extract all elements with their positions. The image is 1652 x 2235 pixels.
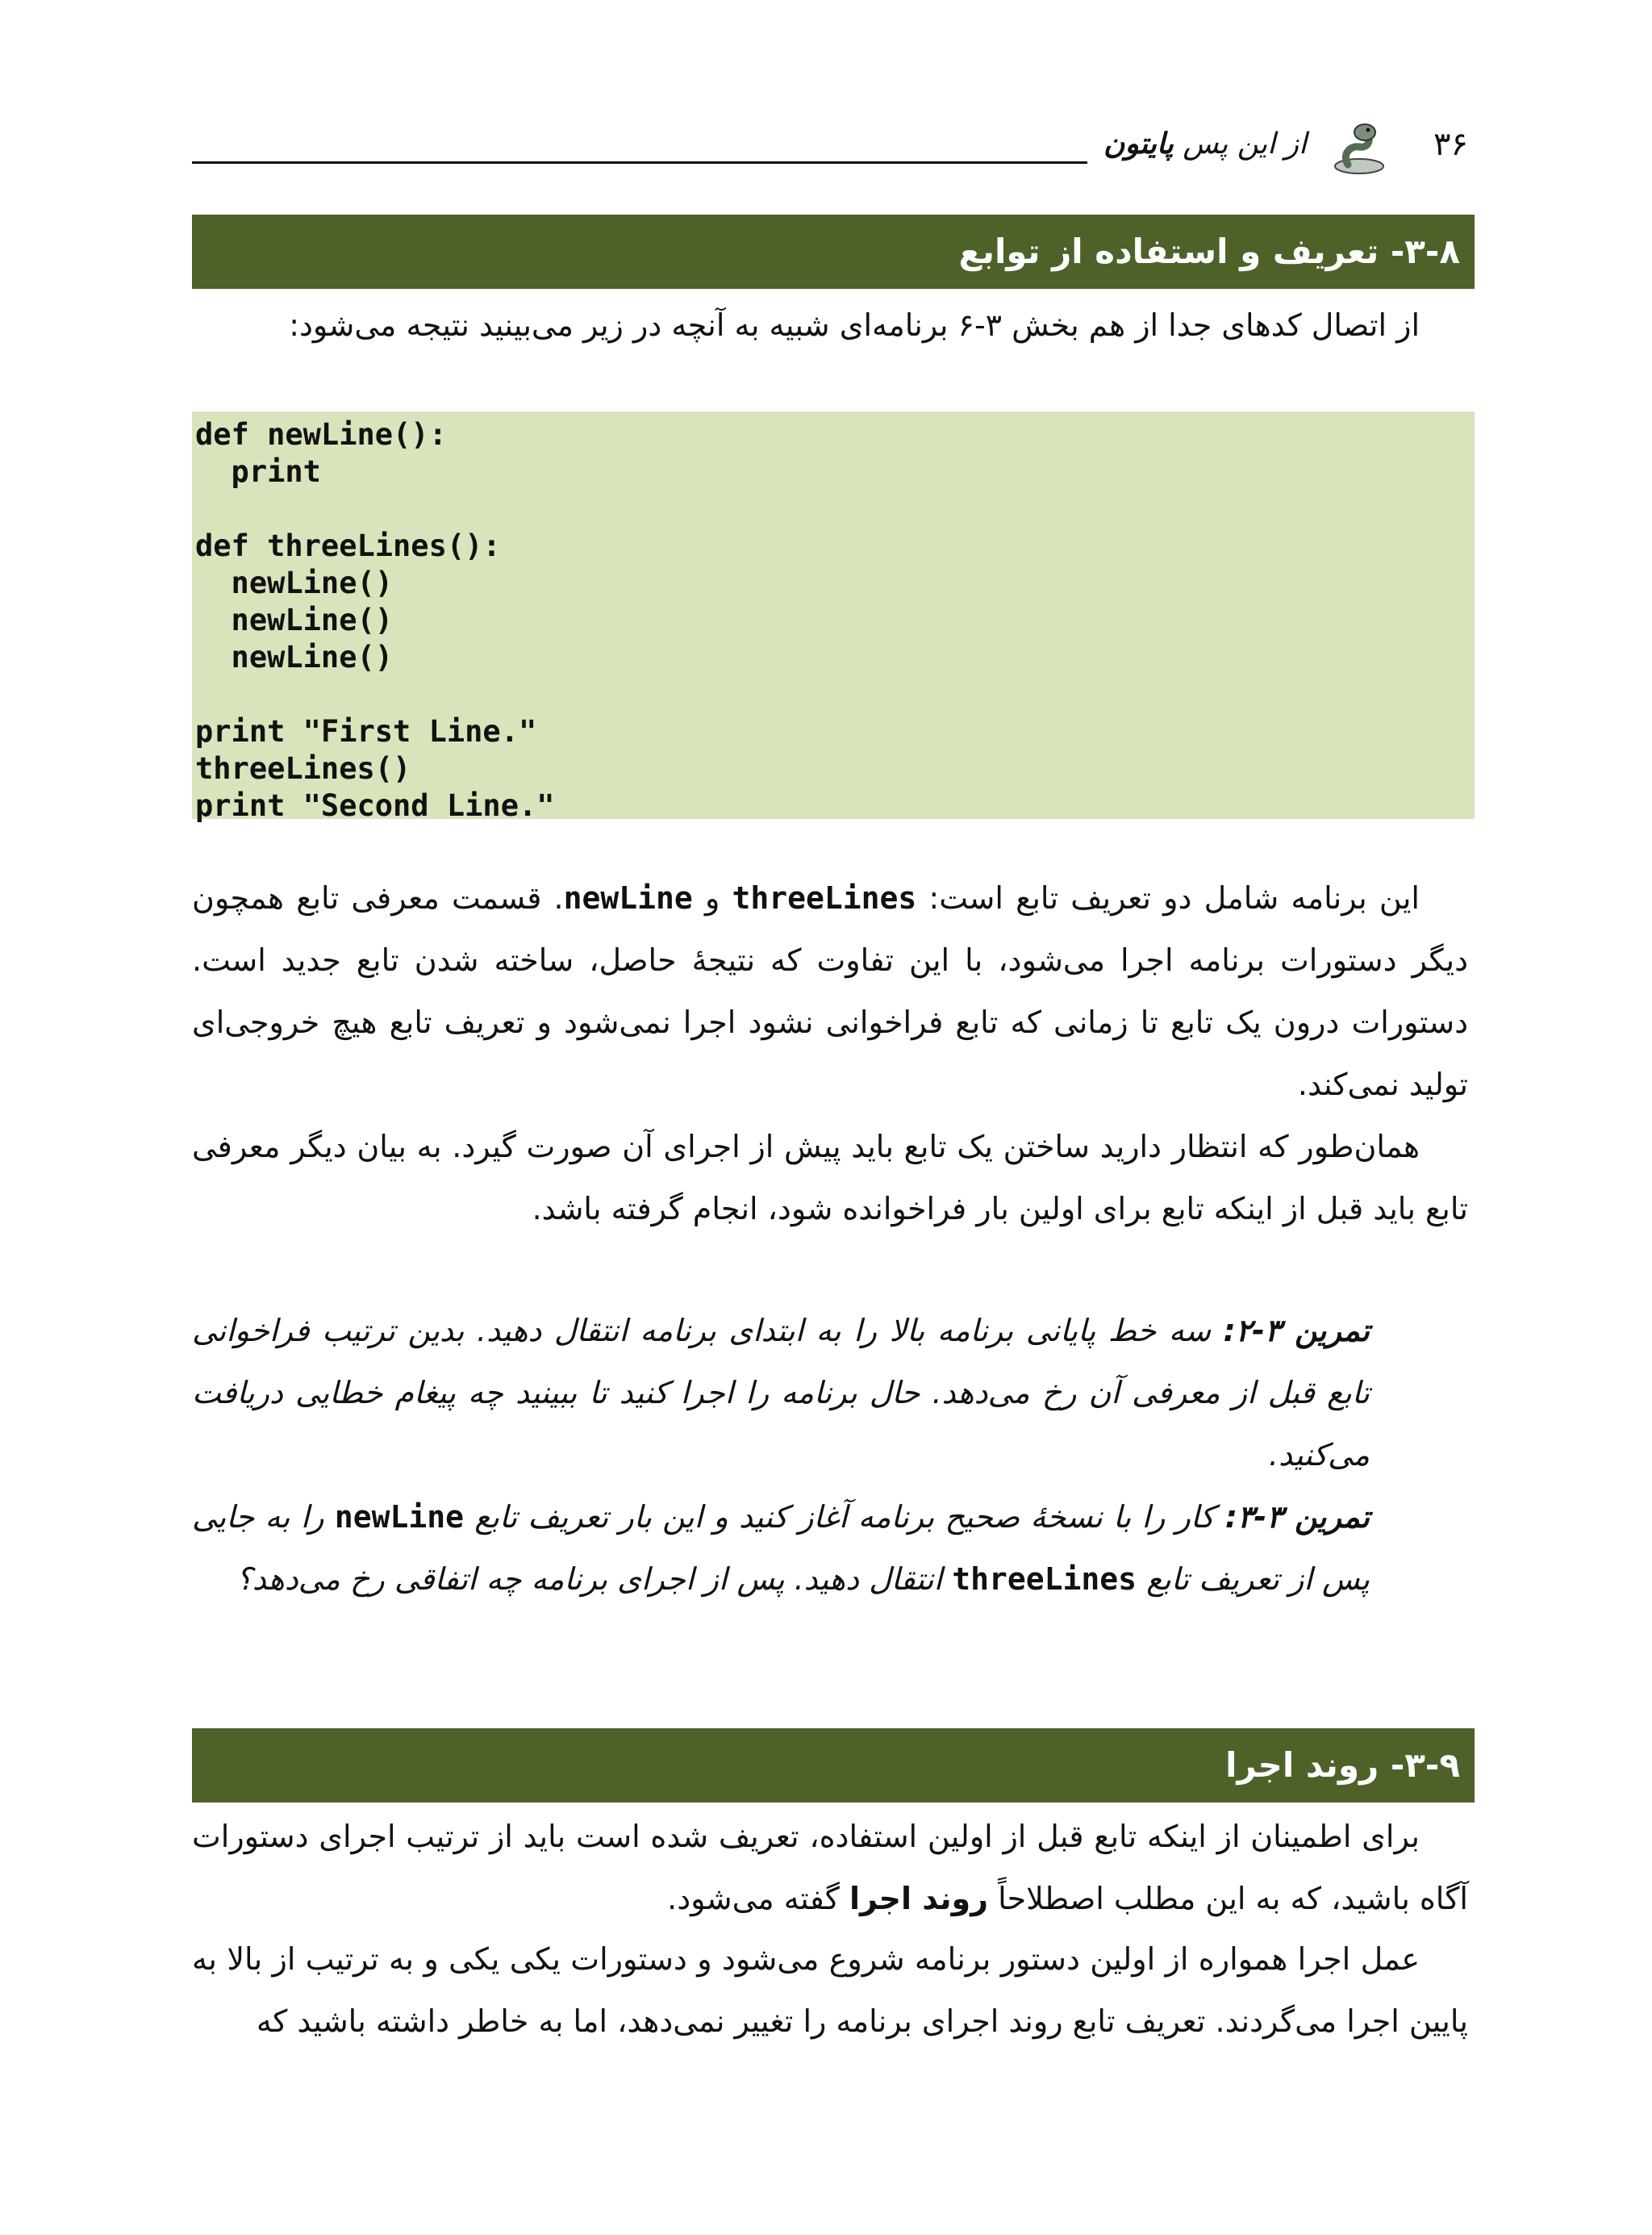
exercise-text: کار را با نسخهٔ صحیح برنامه آغاز کنید و این بار تعریف تابع	[464, 1499, 1225, 1535]
inline-code: threeLines	[732, 880, 917, 916]
python-snake-icon	[1327, 121, 1391, 178]
exercise-text: را به جایی پس از تعریف تابع	[192, 1499, 1370, 1597]
bold-term: روند اجرا	[849, 1881, 988, 1916]
page-header	[192, 121, 1468, 178]
section-title: ۳-۸- تعریف و استفاده از توابع	[958, 232, 1460, 271]
paragraph: عمل اجرا همواره از اولین دستور برنامه شروع می‌شود و دستورات یکی یکی و به ترتیب از بالا به پایین اجرا می‌گردند. تعریف تابع روند اجرای برنامه را تغییر نمی‌دهد، اما به خاطر داشته باشید که	[192, 1941, 1468, 2039]
para-text: گفته می‌شود.	[667, 1881, 849, 1916]
section-title: ۳-۹- روند اجرا	[1225, 1745, 1460, 1785]
book-title	[1103, 127, 1307, 161]
code-block	[192, 411, 1475, 823]
book-name: پایتون	[1103, 127, 1174, 161]
para-text: این برنامه شامل دو تعریف تابع است:	[916, 880, 1420, 916]
paragraph	[192, 867, 1468, 1116]
inline-code: newLine	[334, 1499, 464, 1535]
inline-code: threeLines	[952, 1561, 1137, 1597]
exercise-item	[192, 1300, 1370, 1486]
page-number: ۳۶	[1433, 126, 1468, 163]
header-rule	[192, 161, 1087, 164]
section-heading-bar	[192, 1728, 1475, 1803]
exercise-text: انتقال دهید. پس از اجرای برنامه چه اتفاقی رخ می‌دهد؟	[236, 1561, 953, 1597]
book-prefix: از این پس	[1183, 127, 1307, 161]
code-listing: def newLine(): print def threeLines(): newLine() newLine() newLine() print "First Line." threeLines() print "Second Line."	[195, 417, 555, 823]
inline-code: newLine	[563, 880, 693, 916]
para-text: و	[692, 880, 732, 916]
section-heading-bar	[192, 215, 1475, 289]
exercise-text: سه خط پایانی برنامه بالا را به ابتدای برنامه انتقال دهید. بدین ترتیب فراخوانی تابع قبل از معرفی آن رخ می‌دهد. حال برنامه را اجرا کنید تا ببینید چه پیغام خطایی دریافت می‌کنید.	[192, 1313, 1370, 1473]
paragraph	[192, 1806, 1468, 1930]
para-text: برای اطمینان از اینکه تابع قبل از اولین استفاده، تعریف شده است باید از ترتیب اجرای دستورات آگاه باشید، که به این مطلب اصطلاحاً	[192, 1819, 1468, 1916]
exercise-label: تمرین ۳-۳:	[1224, 1499, 1370, 1535]
section-intro: از اتصال کدهای جدا از هم بخش ۳-۶ برنامه‌ای شبیه به آنچه در زیر می‌بینید نتیجه می‌شود:	[289, 307, 1420, 343]
exercise-label: تمرین ۳-۲:	[1223, 1313, 1370, 1348]
exercise-item	[192, 1486, 1370, 1610]
para-text: . قسمت معرفی تابع همچون دیگر دستورات برنامه اجرا می‌شود، با این تفاوت که نتیجهٔ حاصل، ساخته شدن تابع جدید است. دستورات درون یک تابع تا زمانی که تابع فراخوانی نشود اجرا نمی‌شود و تعریف تابع هیچ خروجی‌ای تولید نمی‌کند.	[192, 880, 1468, 1102]
paragraph: همان‌طور که انتظار دارید ساختن یک تابع باید پیش از اجرای آن صورت گیرد. به بیان دیگر معرفی تابع باید قبل از اینکه تابع برای اولین بار فراخوانده شود، انجام گرفته باشد.	[192, 1129, 1468, 1226]
